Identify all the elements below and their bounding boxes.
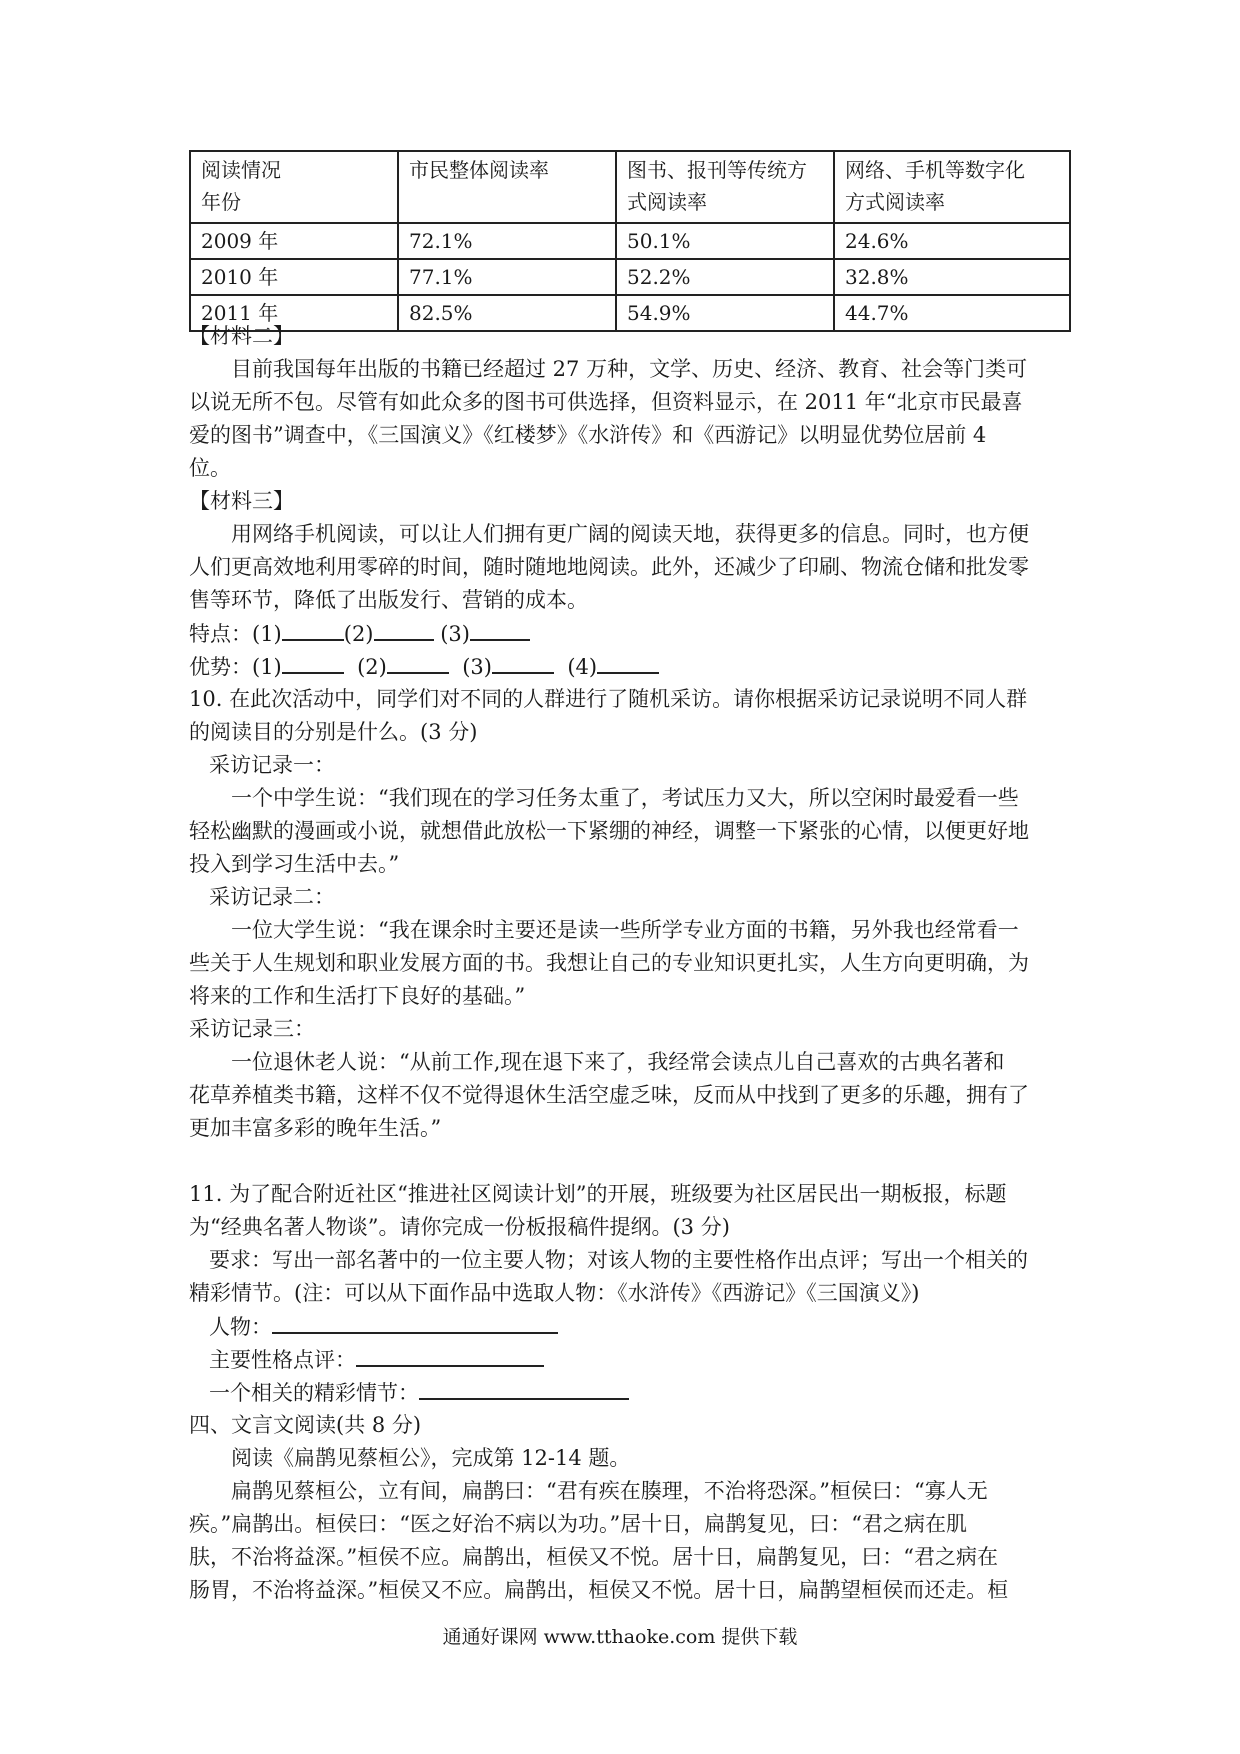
digital-cell: 32.8%: [834, 259, 1070, 295]
table-row: [190, 223, 1070, 259]
table-corner-cell: [190, 151, 398, 223]
main-content: [189, 320, 1071, 1607]
advantages-label: 优势：: [189, 655, 252, 679]
corner-top-label: 阅读情况: [201, 158, 281, 182]
header-traditional-text-2: 式阅读率: [627, 190, 707, 214]
person-blank[interactable]: [272, 1310, 558, 1334]
record2-line: 些关于人生规划和职业发展方面的书。我想让自己的专业知识更扎实，人生方向更明确，为: [189, 951, 1029, 975]
features-num-1: (1): [252, 622, 282, 646]
advantages-blank-1[interactable]: [282, 650, 344, 674]
question-10-line: 的阅读目的分别是什么。(3 分): [189, 720, 478, 744]
features-blank-3[interactable]: [470, 617, 530, 641]
advantages-blank-3[interactable]: [492, 650, 554, 674]
table-row: [190, 259, 1070, 295]
record2-line: 一位大学生说：“我在课余时主要还是读一些所学专业方面的书籍，另外我也经常看一: [231, 918, 1019, 942]
traditional-cell: 54.9%: [616, 295, 834, 331]
features-line: [189, 617, 1071, 650]
overall-cell: 72.1%: [398, 223, 616, 259]
material3-line: 售等环节，降低了出版发行、营销的成本。: [189, 588, 588, 612]
requirement-line: 要求：写出一部名著中的一位主要人物；对该人物的主要性格作出点评；写出一个相关的: [209, 1248, 1028, 1272]
requirement-line: 精彩情节。(注：可以从下面作品中选取人物：《水浒传》《西游记》《三国演义》): [189, 1281, 920, 1305]
corner-bottom-label: 年份: [201, 190, 241, 214]
material2-line: 位。: [189, 456, 231, 480]
digital-cell: 44.7%: [834, 295, 1070, 331]
year-cell: 2011 年: [190, 295, 398, 331]
header-traditional-text-1: 图书、报刊等传统方: [627, 158, 807, 182]
advantages-num-1: (1): [252, 655, 282, 679]
classical-text-line: 肠胃，不治将益深。”桓侯又不应。扁鹊出，桓侯又不悦。居十日，扁鹊望桓侯而还走。桓: [189, 1578, 1009, 1602]
person-line: [189, 1310, 1071, 1343]
record3-line: 花草养植类书籍，这样不仅不觉得退休生活空虚乏味，反而从中找到了更多的乐趣，拥有了: [189, 1083, 1029, 1107]
material2-line: 目前我国每年出版的书籍已经超过 27 万种，文学、历史、经济、教育、社会等门类可: [231, 357, 1028, 381]
section-4-intro: 阅读《扁鹊见蔡桓公》，完成第 12-14 题。: [231, 1446, 631, 1470]
material3-line: 用网络手机阅读，可以让人们拥有更广阔的阅读天地，获得更多的信息。同时，也方便: [231, 522, 1029, 546]
record3-label: 采访记录三：: [189, 1017, 315, 1041]
record3-line: 一位退休老人说：“从前工作,现在退下来了，我经常会读点儿自己喜欢的古典名著和: [231, 1050, 1005, 1074]
year-cell: 2009 年: [190, 223, 398, 259]
header-overall-text: 市民整体阅读率: [409, 158, 549, 182]
advantages-num-2: (2): [357, 655, 387, 679]
overall-cell: 82.5%: [398, 295, 616, 331]
question-11-line: 为“经典名著人物谈”。请你完成一份板报稿件提纲。(3 分): [189, 1215, 730, 1239]
character-label: 主要性格点评：: [209, 1348, 356, 1372]
header-digital-rate: [834, 151, 1070, 223]
material2-line: 以说无所不包。尽管有如此众多的图书可供选择，但资料显示，在 2011 年“北京市民最喜: [189, 390, 1023, 414]
traditional-cell: 50.1%: [616, 223, 834, 259]
overall-cell: 77.1%: [398, 259, 616, 295]
advantages-line: [189, 650, 1071, 683]
advantages-blank-4[interactable]: [597, 650, 659, 674]
advantages-num-3: (3): [462, 655, 492, 679]
header-traditional-rate: [616, 151, 834, 223]
plot-blank[interactable]: [419, 1376, 629, 1400]
classical-text-line: 扁鹊见蔡桓公，立有间，扁鹊曰：“君有疾在腠理，不治将恐深。”桓侯曰：“寡人无: [231, 1479, 988, 1503]
material2-line: 爱的图书”调查中，《三国演义》《红楼梦》《水浒传》和《西游记》以明显优势位居前 4: [189, 423, 987, 447]
features-label: 特点：: [189, 622, 252, 646]
record1-line: 一个中学生说：“我们现在的学习任务太重了，考试压力又大，所以空闲时最爱看一些: [231, 786, 1019, 810]
classical-text-line: 疾。”扁鹊出。桓侯曰：“医之好治不病以为功。”居十日，扁鹊复见，曰：“君之病在肌: [189, 1512, 967, 1536]
record1-label: 采访记录一：: [209, 753, 335, 777]
table-header-row: [190, 151, 1070, 223]
record2-label: 采访记录二：: [209, 885, 335, 909]
plot-line: [189, 1376, 1071, 1409]
question-11-line: 11. 为了配合附近社区“推进社区阅读计划”的开展，班级要为社区居民出一期板报，标题: [189, 1182, 1007, 1206]
record1-line: 轻松幽默的漫画或小说，就想借此放松一下紧绷的神经，调整一下紧张的心情，以便更好地: [189, 819, 1029, 843]
classical-text-line: 肤，不治将益深。”桓侯不应。扁鹊出，桓侯又不悦。居十日，扁鹊复见，曰：“君之病在: [189, 1545, 998, 1569]
section-4-heading: 四、文言文阅读(共 8 分): [189, 1413, 422, 1437]
question-10-line: 10. 在此次活动中，同学们对不同的人群进行了随机采访。请你根据采访记录说明不同人群: [189, 687, 1028, 711]
features-num-3: (3): [440, 622, 470, 646]
spacer: [189, 1145, 1071, 1178]
person-label: 人物：: [209, 1315, 272, 1339]
features-blank-2[interactable]: [374, 617, 434, 641]
features-num-2: (2): [343, 622, 374, 646]
material3-line: 人们更高效地利用零碎的时间，随时随地地阅读。此外，还减少了印刷、物流仓储和批发零: [189, 555, 1029, 579]
reading-rate-table: [189, 150, 1071, 332]
header-digital-text-1: 网络、手机等数字化: [845, 158, 1025, 182]
advantages-num-4: (4): [567, 655, 598, 679]
page-footer: 通通好课网 www.tthaoke.com 提供下载: [442, 1626, 798, 1648]
character-blank[interactable]: [356, 1343, 544, 1367]
traditional-cell: 52.2%: [616, 259, 834, 295]
digital-cell: 24.6%: [834, 223, 1070, 259]
record2-line: 将来的工作和生活打下良好的基础。”: [189, 984, 526, 1008]
material3-heading: 【材料三】: [189, 489, 294, 513]
advantages-blank-2[interactable]: [387, 650, 449, 674]
material2-heading: 【材料二】: [189, 324, 294, 348]
features-blank-1[interactable]: [282, 617, 344, 641]
record3-line: 更加丰富多彩的晚年生活。”: [189, 1116, 442, 1140]
header-overall-rate: [398, 151, 616, 223]
year-cell: 2010 年: [190, 259, 398, 295]
record1-line: 投入到学习生活中去。”: [189, 852, 400, 876]
plot-label: 一个相关的精彩情节：: [209, 1381, 419, 1405]
character-line: [189, 1343, 1071, 1376]
header-digital-text-2: 方式阅读率: [845, 190, 945, 214]
